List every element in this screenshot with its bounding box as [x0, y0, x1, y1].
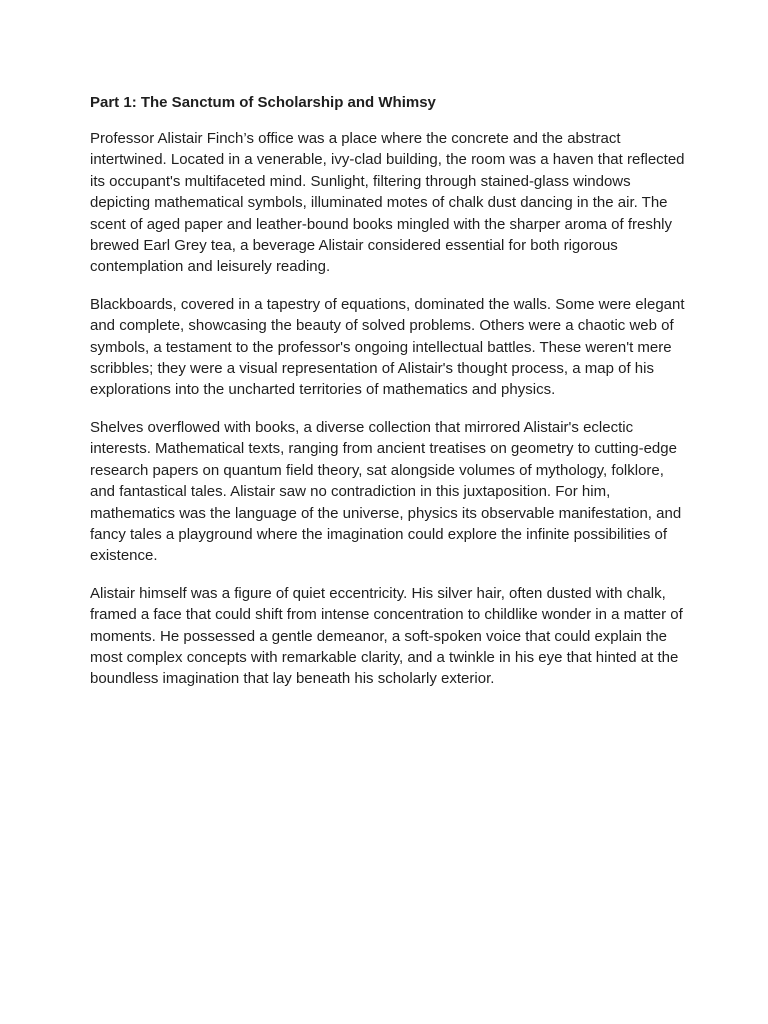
section-heading: Part 1: The Sanctum of Scholarship and Whimsy [90, 94, 436, 111]
paragraph-blackboards: Blackboards, covered in a tapestry of equations, dominated the walls. Some were elegant and complete, showcasing the beauty of solved problems. Others were a chaotic web of symbols, a testament to the professor's ongoing intellectual battles. These weren't mere scribbles; they were a visual representation of Alistair's thought process, a map of his explorations into the uncharted territories of mathematics and physics. [90, 295, 685, 399]
paragraph-alistair: Alistair himself was a figure of quiet eccentricity. His silver hair, often dusted with chalk, framed a face that could shift from intense concentration to childlike wonder in a matter of moments. He possessed a gentle demeanor, a soft-spoken voice that could explain the most complex concepts with remarkable clarity, and a twinkle in his eye that hinted at the boundless imagination that lay beneath his scholarly exterior. [90, 584, 683, 688]
paragraph-office: Professor Alistair Finch’s office was a place where the concrete and the abstract intertwined. Located in a venerable, ivy-clad building, the room was a haven that reflected its occupant's multifaceted mind. Sunlight, filtering through stained-glass windows depicting mathematical symbols, illuminated motes of chalk dust dancing in the air. The scent of aged paper and leather-bound books mingled with the sharper aroma of freshly brewed Earl Grey tea, a beverage Alistair considered essential for both rigorous contemplation and leisurely reading. [90, 130, 685, 276]
paragraph-shelves: Shelves overflowed with books, a diverse collection that mirrored Alistair's eclectic interests. Mathematical texts, ranging from ancient treatises on geometry to cutting-edge research papers on quantum field theory, sat alongside volumes of mythology, folklore, and fantastical tales. Alistair saw no contradiction in this juxtaposition. For him, mathematics was the language of the universe, physics its observable manifestation, and fancy tales a playground where the imagination could explore the infinite possibilities of existence. [90, 418, 682, 565]
